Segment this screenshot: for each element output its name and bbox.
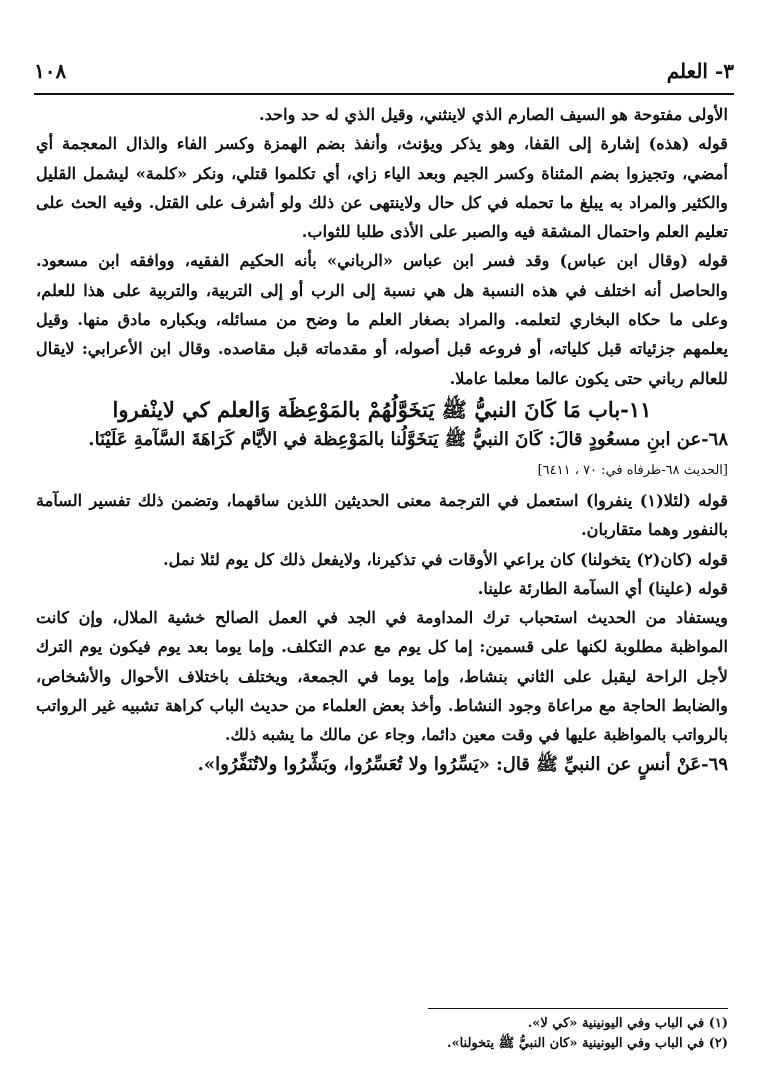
paragraph-text: ويستفاد من الحديث استحباب ترك المداومة في الجد في العمل الصالح خشية الملال، وإن كانت المواظبة مطلوبة لكنها على قسمين: إما كل يوم مع عدم التكلف. وإما يوما بعد يوم فيكون يوم الترك لأجل الراحة ليقبل على الثاني بنشاط، وإما يوما في الجمعة، ويختلف باختلاف الأحوال والأشخاص، والضابط الحاجة مع مراعاة وجود النشاط. وأخذ بعض العلماء من حديث الباب كراهة تشبيه غير الرواتب بالرواتب بالمواظبة عليها في وقت معين دائما، وجاء عن مالك ما يشبه ذلك. — [36, 608, 728, 745]
footnote: (٢) في الباب وفي اليونينية «كان النبيُّ ﷺ يتخولنا». — [446, 1036, 728, 1051]
paragraph-text: (لئلا(١) ينفروا) استعمل في الترجمة معنى الحديثين اللذين ساقهما، وتضمن ذلك تفسير السآمة بالنفور وهما متقاربان. — [36, 490, 728, 540]
footnotes — [36, 1014, 728, 1054]
paragraph-text: (كان(٢) يتخولنا) كان يراعي الأوقات في تذكيرنا، ولايفعل ذلك كل يوم لئلا نمل. — [163, 549, 699, 569]
page-header — [34, 54, 734, 88]
paragraph-text: (وقال ابن عباس) وقد فسر ابن عباس «الرباني» بأنه الحكيم الفقيه، ووافقه ابن مسعود. والحاصل أنه اختلف في هذه النسبة هل هي نسبة إلى الرب أو إلى التربية، والتربية على هذا للعلم، وعلى ما حكاه البخاري لتعلمه. والمراد بصغار العلم ما وضح من مسائله، وبكباره مادق منها. وقيل يعلمهم جزئياته قبل كلياته، أو فروعه قبل أصوله، أو مقدماته قبل مقاصده. وقال ابن الأعرابي: لايقال للعالم رباني حتى يكون عالما معلما عاملا. — [36, 251, 728, 388]
paragraph-lead: قوله — [698, 134, 728, 154]
page-number: ١٠٨ — [34, 59, 67, 83]
commentary-paragraph — [36, 545, 728, 574]
chapter-heading: ١١-باب مَا كَانَ النبيُّ ﷺ يَتخَوَّلُهُمْ بالمَوْعِظَة وَالعلم كي لاينْفروا — [112, 396, 652, 422]
hadith-reference: [الحديث ٦٨-طرفاه في: ٧٠ ، ٦٤١١] — [537, 462, 728, 478]
paragraph-lead: قوله — [698, 549, 728, 569]
paragraph-text: الأولى مفتوحة هو السيف الصارم الذي لاينثني، وقيل الذي له حد واحد. — [259, 105, 728, 124]
chapter-title: ٣- العلم — [666, 59, 734, 83]
hadith-69: ٦٩-عَنْ أنسٍ عن النبيِّ ﷺ قال: «يَسِّرُوا ولا تُعَسِّرُوا، وبَشِّرُوا ولاتُنَفِّرُوا». — [197, 753, 728, 775]
footnote: (١) في الباب وفي اليونينية «كي لا». — [527, 1016, 728, 1031]
commentary-paragraph — [36, 574, 728, 603]
footnote-divider — [428, 1008, 728, 1009]
paragraph-text: (علينا) أي السآمة الطارئة علينا. — [477, 578, 699, 598]
commentary-paragraph — [36, 486, 728, 545]
page-body — [36, 100, 728, 779]
paragraph-lead: قوله — [698, 490, 728, 510]
paragraph-lead: قوله — [698, 578, 728, 598]
paragraph — [36, 246, 728, 392]
paragraph — [36, 129, 728, 246]
hadith-68: ٦٨-عن ابنِ مسعُودٍ قالَ: كَانَ النبيُّ ﷺ يَتخَوَّلُنا بالمَوْعِظة في الأيَّام كَرَاهَةَ السَّآمةِ عَلَيْنَا. — [88, 428, 728, 450]
commentary-paragraph — [36, 603, 728, 749]
paragraph-lead: قوله — [698, 251, 728, 271]
header-divider — [34, 93, 734, 95]
paragraph — [36, 100, 728, 129]
paragraph-text: (هذه) إشارة إلى القفا، وهو يذكر ويؤنث، وأنفذ بضم الهمزة وكسر الفاء والذال المعجمة أي أمضي، وتجيزوا بضم المثناة وكسر الجيم وبعد الياء زاي، أي تكلموا قتلي، ونكر «كلمة» ليشمل القليل والكثير والمراد به يبلغ ما تحمله في كل حال ولاينتهى عن ذلك ولو أشرف على القتل. وفيه الحث على تعليم العلم واحتمال المشقة فيه والصبر على الأذى طلبا للثواب. — [36, 134, 728, 242]
